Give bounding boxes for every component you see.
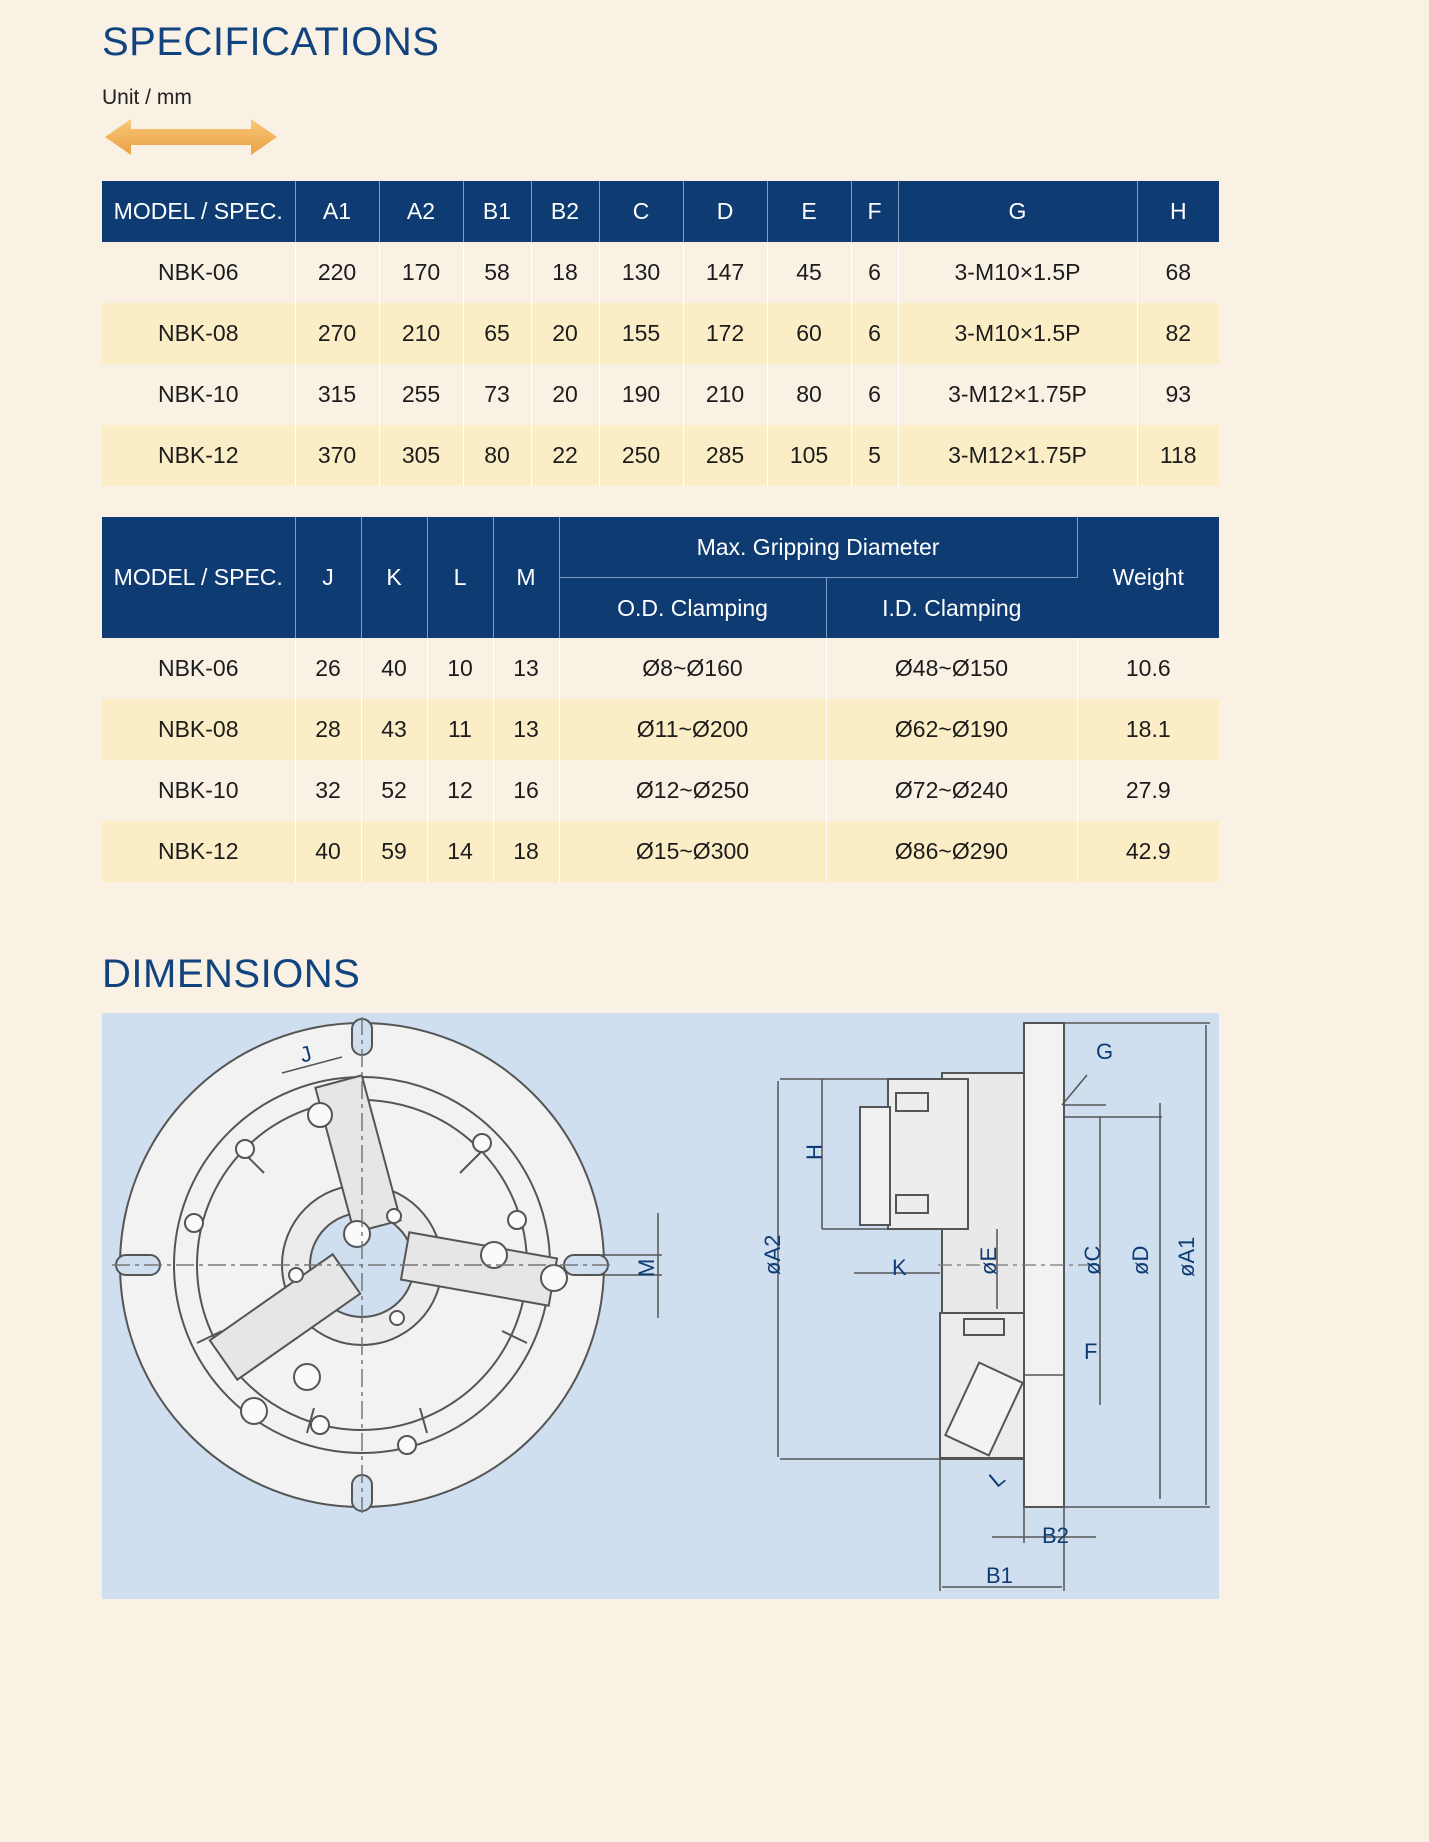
header-g: G	[898, 181, 1137, 242]
cell-model: NBK-10	[102, 760, 295, 821]
label-h: H	[802, 1144, 827, 1160]
table-row	[102, 364, 1219, 425]
cell-od-clamping: Ø11~Ø200	[559, 699, 826, 760]
cell-g: 3-M12×1.75P	[898, 364, 1137, 425]
cell-d: 172	[683, 303, 767, 364]
label-g: G	[1096, 1039, 1114, 1064]
label-j: J	[297, 1040, 315, 1068]
cell-g: 3-M10×1.5P	[898, 242, 1137, 303]
cell-j: 40	[295, 821, 361, 882]
label-l: L	[984, 1465, 1010, 1493]
cell-a2: 305	[379, 425, 463, 486]
cell-h: 68	[1137, 242, 1219, 303]
cell-b1: 65	[463, 303, 531, 364]
cell-a2: 170	[379, 242, 463, 303]
header-m: M	[493, 517, 559, 638]
cell-id-clamping: Ø86~Ø290	[826, 821, 1077, 882]
side-view	[778, 1023, 1210, 1591]
cell-m: 13	[493, 638, 559, 699]
cell-g: 3-M10×1.5P	[898, 303, 1137, 364]
cell-a1: 315	[295, 364, 379, 425]
header-a2: A2	[379, 181, 463, 242]
label-f: F	[1084, 1339, 1098, 1364]
front-view	[112, 1017, 662, 1513]
dimensions-title: DIMENSIONS	[102, 952, 361, 996]
cell-h: 93	[1137, 364, 1219, 425]
header-max-gripping-diameter: Max. Gripping Diameter	[559, 517, 1077, 578]
label-e: øE	[976, 1246, 1001, 1275]
table-row	[102, 425, 1219, 486]
chuck-drawing	[102, 1013, 1219, 1599]
cell-l: 10	[427, 638, 493, 699]
cell-id-clamping: Ø62~Ø190	[826, 699, 1077, 760]
cell-f: 5	[851, 425, 898, 486]
cell-weight: 18.1	[1077, 699, 1219, 760]
cell-weight: 27.9	[1077, 760, 1219, 821]
table1-body	[102, 242, 1219, 486]
table-row	[102, 303, 1219, 364]
cell-id-clamping: Ø48~Ø150	[826, 638, 1077, 699]
cell-a1: 370	[295, 425, 379, 486]
dimensions-drawing	[102, 1013, 1219, 1599]
cell-f: 6	[851, 242, 898, 303]
header-b1: B1	[463, 181, 531, 242]
unit-label: Unit / mm	[102, 86, 192, 109]
header-l: L	[427, 517, 493, 638]
cell-model: NBK-06	[102, 638, 295, 699]
cell-k: 52	[361, 760, 427, 821]
cell-b2: 18	[531, 242, 599, 303]
label-a2: øA2	[760, 1234, 785, 1275]
table-row	[102, 821, 1219, 882]
cell-model: NBK-06	[102, 242, 295, 303]
label-a1: øA1	[1174, 1236, 1199, 1277]
header-od-clamping: O.D. Clamping	[559, 578, 826, 639]
cell-j: 26	[295, 638, 361, 699]
header-e: E	[767, 181, 851, 242]
cell-a1: 220	[295, 242, 379, 303]
cell-k: 40	[361, 638, 427, 699]
cell-weight: 10.6	[1077, 638, 1219, 699]
cell-l: 11	[427, 699, 493, 760]
label-b1: B1	[986, 1563, 1013, 1588]
spec-table-2	[102, 517, 1219, 882]
cell-c: 250	[599, 425, 683, 486]
cell-k: 59	[361, 821, 427, 882]
cell-id-clamping: Ø72~Ø240	[826, 760, 1077, 821]
cell-c: 130	[599, 242, 683, 303]
cell-e: 80	[767, 364, 851, 425]
table-row	[102, 760, 1219, 821]
cell-b1: 73	[463, 364, 531, 425]
cell-l: 14	[427, 821, 493, 882]
header-model: MODEL / SPEC.	[102, 181, 295, 242]
cell-od-clamping: Ø15~Ø300	[559, 821, 826, 882]
cell-e: 45	[767, 242, 851, 303]
cell-l: 12	[427, 760, 493, 821]
spec-table-1	[102, 181, 1219, 486]
cell-b2: 20	[531, 303, 599, 364]
cell-e: 105	[767, 425, 851, 486]
cell-model: NBK-10	[102, 364, 295, 425]
header-weight: Weight	[1077, 517, 1219, 638]
cell-f: 6	[851, 364, 898, 425]
cell-k: 43	[361, 699, 427, 760]
cell-model: NBK-08	[102, 699, 295, 760]
header-model: MODEL / SPEC.	[102, 517, 295, 638]
cell-d: 147	[683, 242, 767, 303]
label-m: M	[634, 1258, 659, 1277]
cell-b1: 80	[463, 425, 531, 486]
cell-j: 28	[295, 699, 361, 760]
label-d: øD	[1128, 1245, 1153, 1275]
header-j: J	[295, 517, 361, 638]
header-a1: A1	[295, 181, 379, 242]
cell-m: 13	[493, 699, 559, 760]
cell-a1: 270	[295, 303, 379, 364]
cell-d: 210	[683, 364, 767, 425]
cell-model: NBK-08	[102, 303, 295, 364]
cell-h: 118	[1137, 425, 1219, 486]
cell-a2: 210	[379, 303, 463, 364]
cell-m: 18	[493, 821, 559, 882]
cell-j: 32	[295, 760, 361, 821]
label-c: øC	[1080, 1245, 1105, 1275]
header-h: H	[1137, 181, 1219, 242]
cell-e: 60	[767, 303, 851, 364]
label-k: K	[892, 1255, 907, 1280]
cell-a2: 255	[379, 364, 463, 425]
cell-model: NBK-12	[102, 425, 295, 486]
table1-header-row	[102, 181, 1219, 242]
cell-c: 155	[599, 303, 683, 364]
table-row	[102, 242, 1219, 303]
header-b2: B2	[531, 181, 599, 242]
cell-b2: 22	[531, 425, 599, 486]
table2-header-row-1	[102, 517, 1219, 578]
header-id-clamping: I.D. Clamping	[826, 578, 1077, 639]
cell-weight: 42.9	[1077, 821, 1219, 882]
cell-h: 82	[1137, 303, 1219, 364]
header-f: F	[851, 181, 898, 242]
cell-d: 285	[683, 425, 767, 486]
cell-f: 6	[851, 303, 898, 364]
table2-body	[102, 638, 1219, 882]
table-row	[102, 699, 1219, 760]
cell-b1: 58	[463, 242, 531, 303]
cell-c: 190	[599, 364, 683, 425]
double-arrow-icon	[105, 117, 277, 157]
cell-g: 3-M12×1.75P	[898, 425, 1137, 486]
cell-od-clamping: Ø12~Ø250	[559, 760, 826, 821]
table-row	[102, 638, 1219, 699]
cell-od-clamping: Ø8~Ø160	[559, 638, 826, 699]
header-c: C	[599, 181, 683, 242]
header-k: K	[361, 517, 427, 638]
label-b2: B2	[1042, 1523, 1069, 1548]
header-d: D	[683, 181, 767, 242]
cell-b2: 20	[531, 364, 599, 425]
cell-m: 16	[493, 760, 559, 821]
specifications-title: SPECIFICATIONS	[102, 20, 440, 64]
cell-model: NBK-12	[102, 821, 295, 882]
